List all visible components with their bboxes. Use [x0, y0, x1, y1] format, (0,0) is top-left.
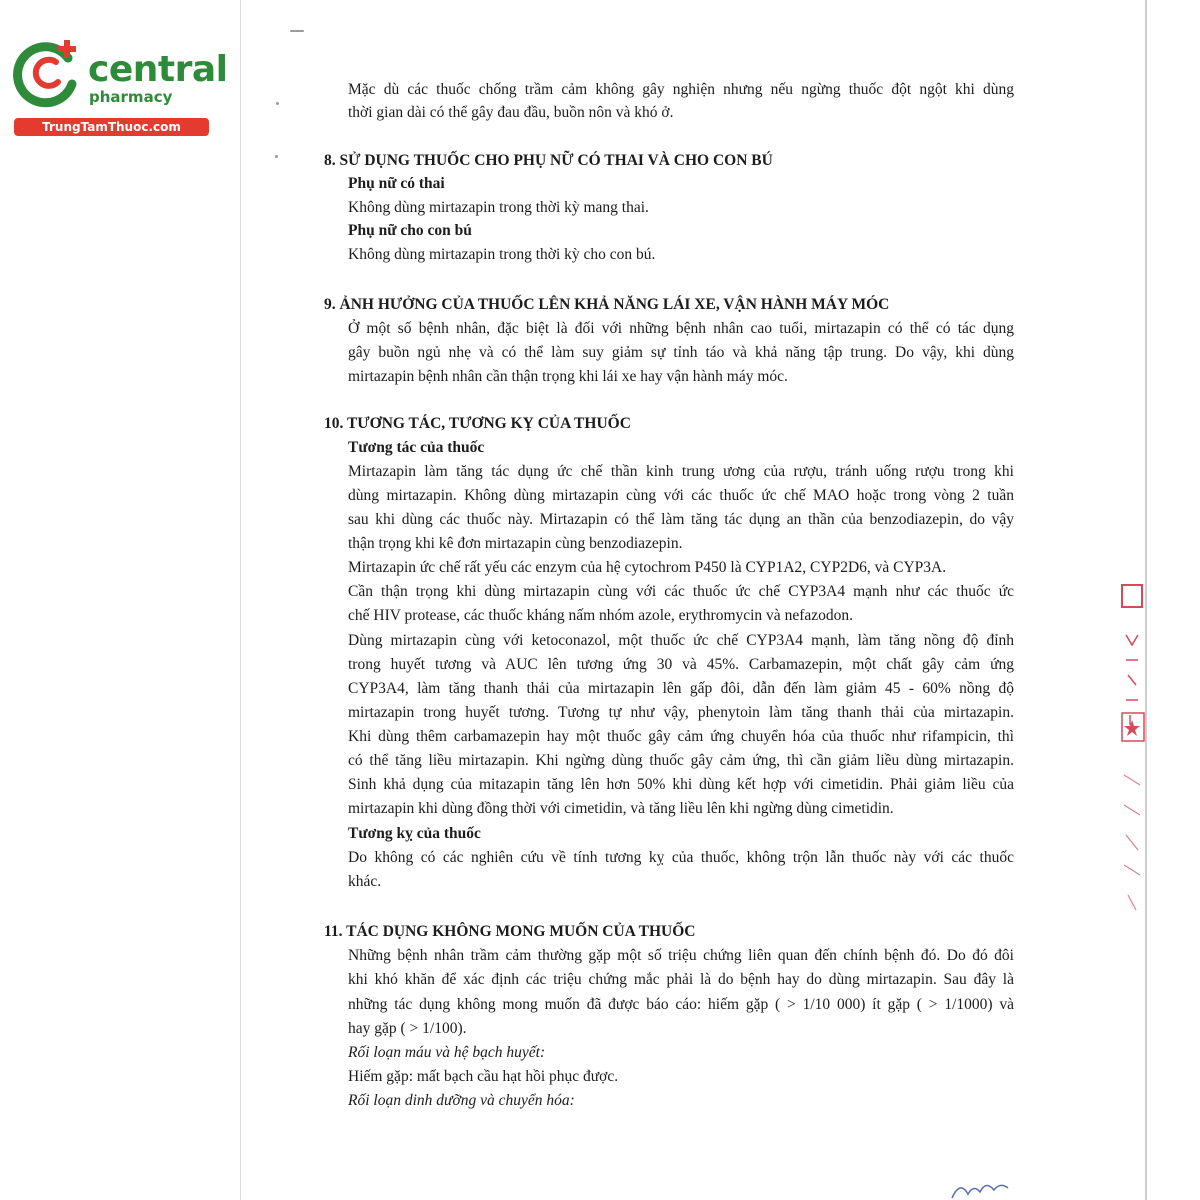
s9-line: Ở một số bệnh nhân, đặc biệt là đối với những bệnh nhân cao tuổi, mirtazapin có thể có tác dụng	[348, 320, 1014, 337]
s10-line: có thể tăng liều mirtazapin. Khi ngừng dùng thuốc gây cảm ứng, thì cần giảm liều dùng mirtazapin.	[348, 752, 1014, 769]
s10-line: chế HIV protease, các thuốc kháng nấm nhóm azole, erythromycin và nefazodon.	[348, 607, 853, 624]
brand-url[interactable]: TrungTamThuoc.com	[14, 118, 209, 136]
section-8-heading: 8. SỬ DỤNG THUỐC CHO PHỤ NỮ CÓ THAI VÀ CHO CON BÚ	[324, 152, 773, 169]
s9-line: gây buồn ngủ nhẹ và có thể làm suy giảm sự tỉnh táo và khả năng tập trung. Do vậy, khi dùng	[348, 344, 1014, 361]
s10-line: Dùng mirtazapin cùng với ketoconazol, một thuốc ức chế CYP3A4 mạnh, làm tăng nồng độ đỉnh	[348, 632, 1014, 649]
s10-line: mirtazapin khi dùng đồng thời với cimetidin, và tăng liều lên khi ngừng dùng cimetidin.	[348, 800, 894, 817]
s10-line: thận trọng khi kê đơn mirtazapin cùng benzodiazepin.	[348, 535, 683, 552]
s11-line: Những bệnh nhân trầm cảm thường gặp một số triệu chứng liên quan đến chính bệnh đó. Do đó đôi	[348, 947, 1014, 964]
incompat-line: khác.	[348, 873, 382, 890]
scan-mark	[290, 30, 304, 32]
incompat-title: Tương kỵ của thuốc	[348, 825, 481, 842]
pregnant-text: Không dùng mirtazapin trong thời kỳ mang thai.	[348, 199, 649, 216]
interactions-title: Tương tác của thuốc	[348, 439, 485, 456]
handwritten-mark	[950, 1178, 1010, 1200]
section-10-heading: 10. TƯƠNG TÁC, TƯƠNG KỴ CỦA THUỐC	[324, 415, 631, 432]
s10-line: Mirtazapin ức chế rất yếu các enzym của hệ cytochrom P450 là CYP1A2, CYP2D6, và CYP3A.	[348, 559, 947, 576]
s10-line: mirtazapin trong huyết tương. Tương tự như vậy, phenytoin làm tăng thanh thải của mirtazapin.	[348, 704, 1014, 721]
scan-dot	[276, 102, 279, 105]
s10-line: dùng mirtazapin. Không dùng mirtazapin cùng với các thuốc ức chế MAO hoặc trong vòng 2 tuần	[348, 487, 1014, 504]
pharmacy-cross-icon	[10, 38, 88, 108]
blood-title: Rối loạn máu và hệ bạch huyết:	[348, 1044, 546, 1061]
scan-dot	[275, 155, 278, 158]
s11-line: hay gặp ( > 1/100).	[348, 1020, 467, 1037]
pregnant-title: Phụ nữ có thai	[348, 175, 445, 192]
section-11-heading: 11. TÁC DỤNG KHÔNG MONG MUỐN CỦA THUỐC	[324, 923, 696, 940]
s10-line: Cần thận trọng khi dùng mirtazapin cùng với các thuốc ức chế CYP3A4 mạnh như các thuốc ức	[348, 583, 1014, 600]
s10-line: trong huyết tương và AUC lên tương ứng 30 và 45%. Carbamazepin, một chất gây cảm ứng	[348, 656, 1014, 673]
intro-line: thời gian dài có thể gây đau đầu, buồn nôn và khó ở.	[348, 104, 674, 121]
brand-name: central	[88, 49, 228, 90]
breastfeeding-text: Không dùng mirtazapin trong thời kỳ cho con bú.	[348, 246, 656, 263]
red-stamp-fragment	[1118, 575, 1146, 920]
s10-line: Sinh khả dụng của mitazapin tăng lên hơn 50% khi dùng kết hợp với cimetidin. Phải giảm liều của	[348, 776, 1014, 793]
blood-text: Hiếm gặp: mất bạch cầu hạt hồi phục được.	[348, 1068, 619, 1085]
incompat-line: Do không có các nghiên cứu về tính tương kỵ của thuốc, không trộn lẫn thuốc này với các thuốc	[348, 849, 1014, 866]
s10-line: Khi dùng thêm carbamazepin hay một thuốc gây cảm ứng chuyển hóa của thuốc như rifampicin, thì	[348, 728, 1014, 745]
s10-line: CYP3A4, làm tăng thanh thải của mirtazapin lên gấp đôi, dẫn đến làm giảm 45 - 60% nồng độ	[348, 680, 1014, 697]
intro-line: Mặc dù các thuốc chống trầm cảm không gây nghiện nhưng nếu ngừng thuốc đột ngột khi dùng	[348, 81, 1014, 98]
section-9-heading: 9. ẢNH HƯỞNG CỦA THUỐC LÊN KHẢ NĂNG LÁI XE, VẬN HÀNH MÁY MÓC	[324, 296, 890, 313]
s9-line: mirtazapin bệnh nhân cần thận trọng khi lái xe hay vận hành máy móc.	[348, 368, 788, 385]
breastfeeding-title: Phụ nữ cho con bú	[348, 222, 472, 239]
metab-title: Rối loạn dinh dưỡng và chuyển hóa:	[348, 1092, 575, 1109]
s10-line: Mirtazapin làm tăng tác dụng ức chế thần kinh trung ương của rượu, tránh uống rượu trong khi	[348, 463, 1014, 480]
s10-line: sau khi dùng các thuốc này. Mirtazapin có thể làm tăng tác dụng an thần của benzodiazepin, do vậy	[348, 511, 1014, 528]
s11-line: khi khó khăn để xác định các triệu chứng mắc phải là do bệnh hay do dùng mirtazapin. Sau đây là	[348, 971, 1014, 988]
s11-line: những tác dụng không mong muốn đã được báo cáo: hiếm gặp ( > 1/10 000) ít gặp ( > 1/1000) và	[348, 996, 1014, 1013]
brand-sub: pharmacy	[89, 88, 173, 106]
